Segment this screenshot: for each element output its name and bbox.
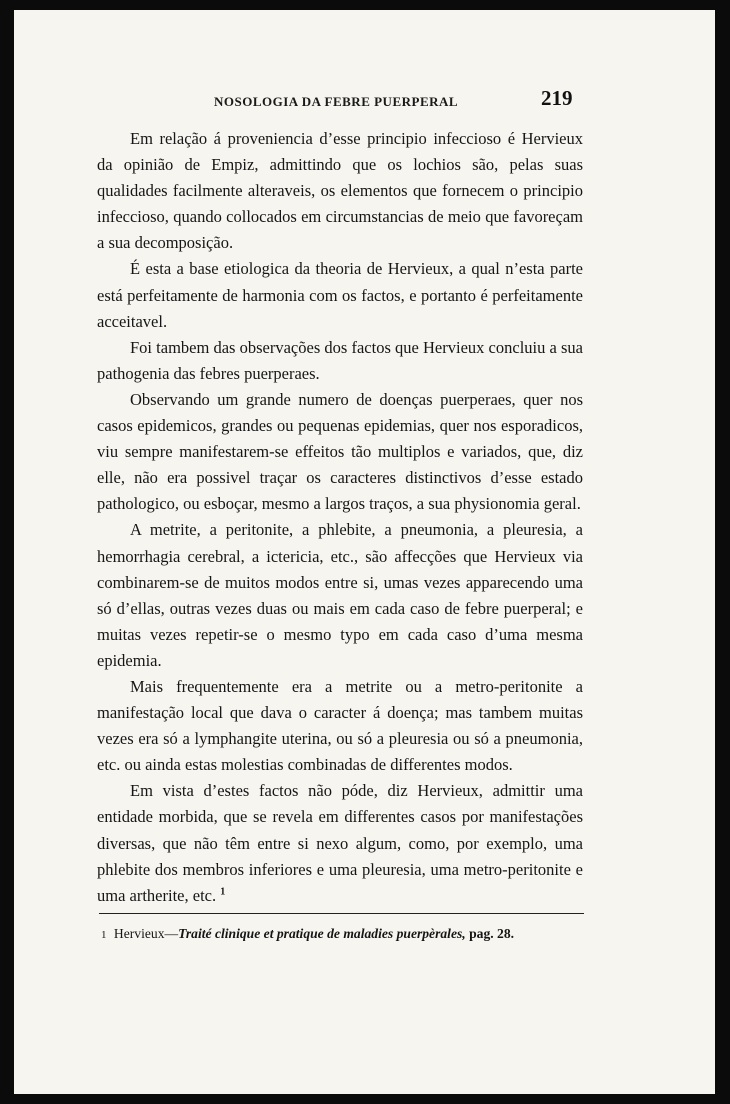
paragraph: É esta a base etiologica da theoria de Hervieux, a qual n’esta parte está perfeitamente de harmonia com os factos, e portanto é perfeitamente acceitavel. xyxy=(97,259,583,331)
footnote-number: 1 xyxy=(101,929,107,941)
footnote-author: Hervieux— xyxy=(113,926,179,941)
page-number: 219 xyxy=(541,86,573,110)
footnote-divider xyxy=(99,913,584,914)
paragraph: A metrite, a peritonite, a phlebite, a pneumonia, a pleuresia, a hemorrhagia cerebral, a ictericia, etc., são affecções que Hervieux via combinarem-se de muitos modos entre si, umas vezes apparecendo uma só d’ellas, outras vezes duas ou mais em cada caso de febre puerperal; e muitas vezes repetir-se o mesmo typo em cada caso d’uma mesma epidemia. xyxy=(97,520,583,670)
book-page xyxy=(14,10,715,1094)
page-header xyxy=(14,86,715,126)
paragraph-with-footnote xyxy=(97,778,583,908)
footnote-page: pag. 28. xyxy=(469,926,515,941)
paragraph-text: Em vista d’estes factos não póde, diz Hervieux, admittir uma entidade morbida, que se revela em differentes casos por manifestações diversas, que não têm entre si nexo algum, como, por exemplo, uma phlebite dos membros inferiores e uma pleuresia, uma metro-peritonite e uma artherite, etc. xyxy=(97,781,583,905)
footnote-title: Traité clinique et pratique de maladies puerpèrales, xyxy=(178,926,466,941)
body-text xyxy=(97,126,583,909)
paragraph: Foi tambem das observações dos factos que Hervieux concluiu a sua pathogenia das febres puerperaes. xyxy=(97,337,583,383)
footnote-reference: 1 xyxy=(220,886,226,898)
running-head: NOSOLOGIA DA FEBRE PUERPERAL xyxy=(214,94,459,109)
paragraph: Mais frequentemente era a metrite ou a metro-peritonite a manifestação local que dava o caracter á doença; mas tambem muitas vezes era só a lymphangite uterina, ou só a pleuresia ou só a pneumonia, etc. ou ainda estas molestias combinadas de differentes modos. xyxy=(97,676,583,775)
paragraph: Observando um grande numero de doenças puerperaes, quer nos casos epidemicos, grandes ou pequenas epidemias, quer nos esporadicos, viu sempre manifestarem-se effeitos tão multiplos e variados, que, diz elle, não era possivel traçar os caracteres distinctivos d’esse estado pathologico, ou esboçar, mesmo a largos traços, a sua physionomia geral. xyxy=(97,389,583,514)
footnote xyxy=(101,926,587,942)
paragraph: Em relação á proveniencia d’esse principio infeccioso é Hervieux da opinião de Empiz, admittindo que os lochios são, pelas suas qualidades facilmente alteraveis, os elementos que fornecem o principio infeccioso, quando collocados em circumstancias de meio que favoreçam a sua decomposição. xyxy=(97,129,583,253)
